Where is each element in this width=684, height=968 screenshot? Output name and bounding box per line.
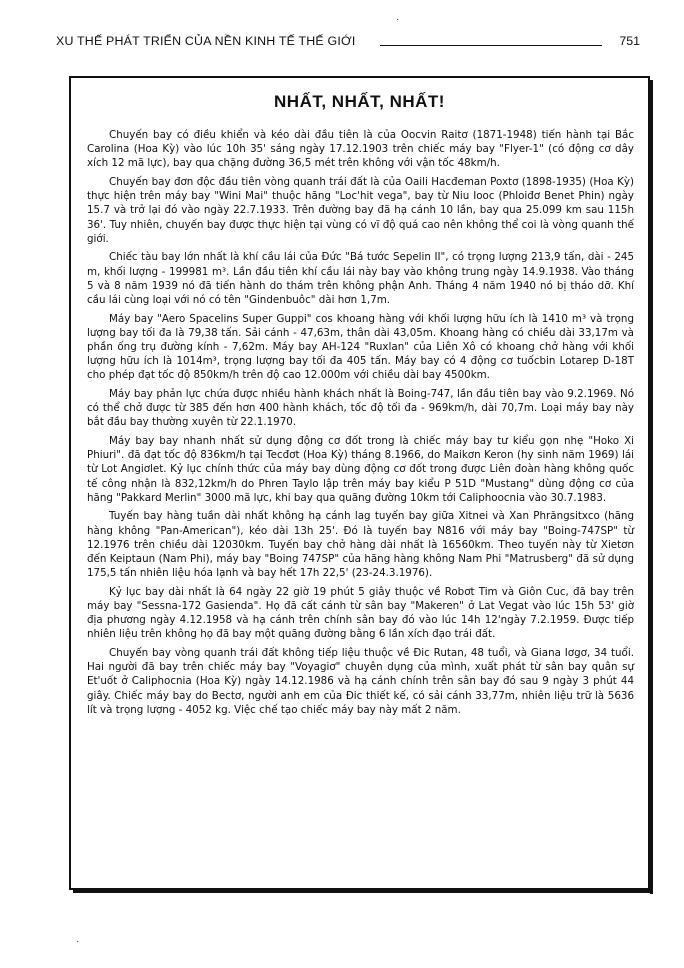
paragraph: Chuyến bay có điều khiển và kéo dài đầu tiên là của Oocvin Raitơ (1871-1948) tiến hành tại Bắc Carolina (Hoa Kỳ) vào lúc 10h 35' sáng ngày 17.12.1903 trên chiếc máy bay "Flyer-1" (có động cơ dây xích 12 mã lực), bay qua chặng đường 36,5 mét trên không với vận tốc 48km/h. xyxy=(87,129,634,170)
running-header xyxy=(56,34,640,54)
box-body xyxy=(87,128,634,721)
page-number: 751 xyxy=(619,34,640,48)
paragraph: Chuyến bay đơn độc đầu tiên vòng quanh trái đất là của Oaili Hacđeman Poxtơ (1898-1935) (Hoa Kỳ) thực hiện trên máy bay "Wini Mai" thuộc hãng "Loc'hit vega", bay từ Niu Iooc (Phloiđơ Benet Phin) ngày 15.7 và trở lại đó vào ngày 22.7.1933. Trên đường bay đã hạ cánh 10 lần, bay qua 25.099 km sau 115h 36'. Tuy nhiên, chuyến bay được thực hiện tại vùng có vĩ độ quá cao nên không thể coi là vòng quanh thế giới. xyxy=(87,176,634,245)
scan-speck: · xyxy=(396,14,400,25)
sidebar-box xyxy=(69,76,650,890)
paragraph: Máy bay "Aero Spacelins Super Guppi" cos khoang hàng với khối lượng hữu ích là 1410 m³ và trọng lượng bay tối đa là 79,38 tấn. Sải cánh - 47,63m, thân dài 43,05m. Khoang hàng có chiều dài 33,17m và phần ống trụ đường kính - 7,62m. Máy bay AH-124 "Ruxlan" của Liên Xô có khoang chở hàng với khối lượng hữu ích là 1014m³, trọng lượng bay tối đa 405 tấn. Máy bay có 4 động cơ tuốcbin Lotarep D-18T cho phép đạt tốc độ 850km/h trên độ cao 12.000m với chiều dài bay 4500km. xyxy=(87,312,634,382)
box-shadow-bottom xyxy=(73,890,653,893)
paragraph: Chuyến bay vòng quanh trái đất không tiếp liệu thuộc về Đic Rutan, 48 tuổi, và Giana Iơgơ, 34 tuổi. Hai người đã bay trên chiếc máy bay "Voyagiơ" chuyên dụng của mình, xuất phát từ sân bay quân sự Et'uốt ở Caliphocnia (Hoa Kỳ) ngày 14.12.1986 và hạ cánh chính trên sân bay đó sau 9 ngày 3 phút 44 giây. Chiếc máy bay do Bectơ, người anh em của Đic thiết kế, có sải cánh 33,77m, nhiên liệu trữ là 5636 lít và trọng lượng - 4052 kg. Việc chế tạo chiếc máy bay này mất 2 năm. xyxy=(87,647,634,716)
box-shadow-right xyxy=(650,80,653,894)
paragraph: Máy bay phản lực chứa được nhiều hành khách nhất là Boing-747, lần đầu tiên bay vào 9.2.1969. Nó có thể chở được từ 385 đến hơn 400 hành khách, tốc độ tối đa - 969km/h, dài 70,7m. Loại máy bay này bắt đầu bay thường xuyên từ 22.1.1970. xyxy=(87,388,634,429)
scan-speck: · xyxy=(76,936,80,947)
box-title: NHẤT, NHẤT, NHẤT! xyxy=(274,92,445,111)
paragraph: Chiếc tàu bay lớn nhất là khí cầu lái của Đức "Bá tước Sepelin II", có trọng lượng 213,9 tấn, dài - 245 m, khối lượng - 199981 m³. Lần đầu tiên khí cầu lái này bay vào không trung ngày 14.9.1938. Vào tháng 5 và 8 năm 1939 nó đã tiến hành do thám trên không phận Anh. Tháng 4 năm 1940 nó bị tháo dỡ. Khí cầu lái cùng loại với nó có tên "Gindenbuôc" dài hơn 1,7m. xyxy=(87,251,634,307)
paragraph: Tuyến bay hàng tuần dài nhất không hạ cánh lag tuyến bay giữa Xitnei và Xan Phrăngsitxco (hãng hàng không "Pan-American"), kéo dài 13h 25'. Đó là tuyến bay N816 với máy bay "Boing-747SP" từ 12.1976 trên chiều dài 12030km. Tuyến bay chở hàng dài nhất là 16560km. Theo tuyến này từ Xietơn đến Keiptaun (Nam Phi), máy bay "Boing 747SP" của hãng hàng không Nam Phi "Matrusberg" đã sử dụng 175,5 tấn nhiên liệu hóa lạnh và bay hết 17h 22,5' (23-24.3.1976). xyxy=(87,510,634,580)
paragraph: Kỷ lục bay dài nhất là 64 ngày 22 giờ 19 phút 5 giây thuộc về Robơt Tim và Giôn Cuc, đã bay trên máy bay "Sessna-172 Gasienda". Họ đã cất cánh từ sân bay "Makeren" ở Lat Vegat vào lúc 15h 53' giờ địa phương ngày 4.12.1958 và hạ cánh trên chính sân bay đó vào lúc 14h 12'ngày 7.2.1959. Được tiếp nhiên liệu trên không họ đã bay một quãng đường bằng 6 lần xích đạo trái đất. xyxy=(87,585,634,641)
paragraph: Máy bay bay nhanh nhất sử dụng động cơ đốt trong là chiếc máy bay tư kiểu gọn nhẹ "Hoko Xi Phiuri". đã đạt tốc độ 836km/h tại Tecđơt (Hoa Kỳ) tháng 8.1966, do Maikơn Keron (hy sinh năm 1969) lái từ Lot Angiơlet. Kỷ lục chính thức của máy bay dùng động cơ đốt trong được Liên đoàn hàng không quốc tế công nhận là 832,12km/h do Phren Taylo lập trên máy bay kiểu P 51D "Mustang" dùng động cơ của hãng "Pakkard Merlin" 3000 mã lực, khi bay qua quãng đường 10km tới Caliphoocnia vào 30.7.1983. xyxy=(87,435,634,504)
header-rule xyxy=(380,45,602,46)
running-title: XU THẾ PHÁT TRIỂN CỦA NỀN KINH TẾ THẾ GIỚI xyxy=(56,34,356,48)
